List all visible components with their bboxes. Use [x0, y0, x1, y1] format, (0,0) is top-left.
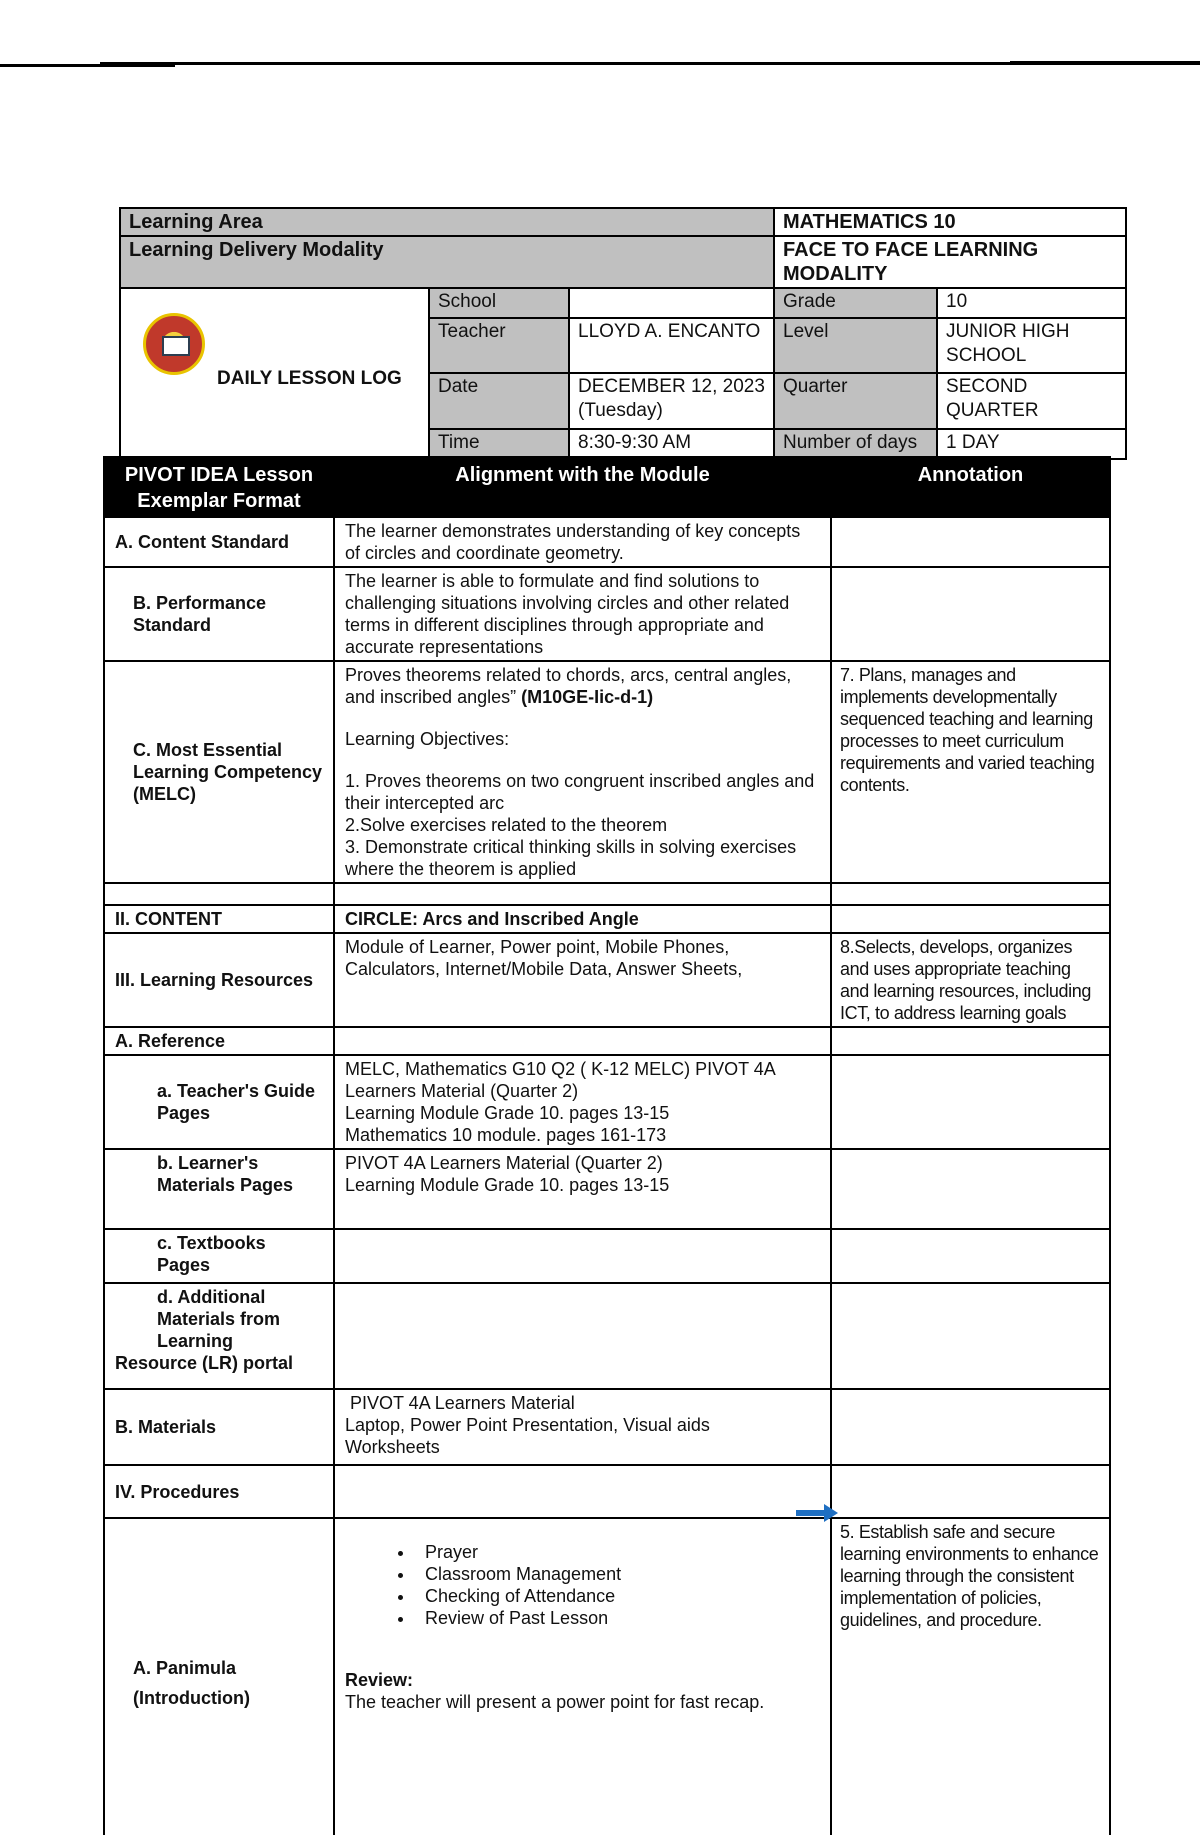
date-value: DECEMBER 12, 2023 (Tuesday)	[569, 373, 774, 429]
teacher-label: Teacher	[429, 318, 569, 374]
introduction-bullet-list	[345, 1541, 820, 1629]
materials-label: B. Materials	[104, 1389, 334, 1465]
grade-label: Grade	[774, 288, 937, 318]
learning-resources-annotation: 8.Selects, develops, organizes and uses appropriate teaching and learning resources, including ICT, to address learning goals	[831, 933, 1110, 1027]
modality-label: Learning Delivery Modality	[120, 236, 774, 288]
content-standard-annotation	[831, 517, 1110, 567]
materials-cell	[334, 1389, 831, 1465]
quarter-value: SECOND QUARTER	[937, 373, 1126, 429]
list-item: • Classroom Management	[415, 1563, 820, 1585]
learning-area-value: MATHEMATICS 10	[774, 208, 1126, 236]
content-value: CIRCLE: Arcs and Inscribed Angle	[334, 905, 831, 933]
teachers-guide-annotation	[831, 1055, 1110, 1149]
col-header-alignment: Alignment with the Module	[334, 457, 831, 517]
teachers-guide-line-1: MELC, Mathematics G10 Q2 ( K-12 MELC) PIVOT 4A	[345, 1059, 776, 1079]
learners-materials-line-1: PIVOT 4A Learners Material (Quarter 2)	[345, 1153, 663, 1173]
quarter-label: Quarter	[774, 373, 937, 429]
materials-annotation	[831, 1389, 1110, 1465]
spacer-cell	[104, 883, 334, 905]
objective-1: 1. Proves theorems on two congruent inscribed angles and their intercepted arc	[345, 771, 815, 813]
reference-label: A. Reference	[104, 1027, 334, 1055]
reference-annotation	[831, 1027, 1110, 1055]
school-value	[569, 288, 774, 318]
learners-materials-label: b. Learner's Materials Pages	[104, 1149, 334, 1229]
top-rule-left	[0, 64, 175, 67]
introduction-annotation: 5. Establish safe and secure learning environments to enhance learning through the consistent implementation of policies, guidelines, and procedure.	[831, 1518, 1110, 1835]
melc-text	[345, 664, 820, 708]
melc-code: (M10GE-Iic-d-1)	[521, 687, 654, 707]
days-label: Number of days	[774, 429, 937, 459]
melc-annotation: 7. Plans, manages and implements developmentally sequenced teaching and learning processes to meet curriculum requirements and varied teaching contents.	[831, 661, 1110, 883]
content-standard-label: A. Content Standard	[104, 517, 334, 567]
additional-materials-line-2: Resource (LR) portal	[115, 1353, 294, 1373]
introduction-cell	[334, 1518, 831, 1835]
spacer-cell	[334, 883, 831, 905]
objective-2: 2.Solve exercises related to the theorem	[345, 815, 668, 835]
content-label: II. CONTENT	[104, 905, 334, 933]
procedures-label: IV. Procedures	[104, 1465, 334, 1518]
teachers-guide-line-2: Learners Material (Quarter 2)	[345, 1081, 579, 1101]
introduction-label: A. Panimula (Introduction)	[104, 1518, 334, 1835]
list-item: • Prayer	[415, 1541, 820, 1563]
additional-materials-label	[104, 1283, 334, 1389]
melc-cell	[334, 661, 831, 883]
logo-cell	[120, 288, 429, 459]
textbooks-label: c. Textbooks Pages	[104, 1229, 334, 1283]
time-label: Time	[429, 429, 569, 459]
additional-materials-annotation	[831, 1283, 1110, 1389]
list-item: • Review of Past Lesson	[415, 1607, 820, 1629]
learning-area-label: Learning Area	[120, 208, 774, 236]
level-label: Level	[774, 318, 937, 374]
col-header-annotation: Annotation	[831, 457, 1110, 517]
learners-materials-cell	[334, 1149, 831, 1229]
objective-3: 3. Demonstrate critical thinking skills in solving exercises where the theorem is applied	[345, 837, 797, 879]
reference-value	[334, 1027, 831, 1055]
time-value: 8:30-9:30 AM	[569, 429, 774, 459]
review-text: The teacher will present a power point for fast recap.	[345, 1692, 765, 1712]
learning-resources-label: III. Learning Resources	[104, 933, 334, 1027]
level-value: JUNIOR HIGH SCHOOL	[937, 318, 1126, 374]
review-title: Review:	[345, 1670, 414, 1690]
materials-line-1: PIVOT 4A Learners Material	[345, 1393, 575, 1413]
performance-standard-label: B. Performance Standard	[104, 567, 334, 661]
melc-label: C. Most Essential Learning Competency (MELC)	[104, 661, 334, 883]
performance-standard-annotation	[831, 567, 1110, 661]
textbooks-annotation	[831, 1229, 1110, 1283]
teachers-guide-line-4: Mathematics 10 module. pages 161-173	[345, 1125, 667, 1145]
top-rule-right	[1010, 61, 1200, 64]
procedures-value	[334, 1465, 831, 1518]
procedures-annotation	[831, 1465, 1110, 1518]
materials-line-3: Worksheets	[345, 1437, 440, 1457]
additional-materials-value	[334, 1283, 831, 1389]
arrow-right-icon	[796, 1510, 838, 1516]
materials-line-2: Laptop, Power Point Presentation, Visual aids	[345, 1415, 710, 1435]
days-value: 1 DAY	[937, 429, 1126, 459]
col-header-format: PIVOT IDEA Lesson Exemplar Format	[104, 457, 334, 517]
list-item: • Checking of Attendance	[415, 1585, 820, 1607]
learning-resources-value: Module of Learner, Power point, Mobile Phones, Calculators, Internet/Mobile Data, Answer Sheets,	[334, 933, 831, 1027]
lesson-exemplar-table	[103, 456, 1111, 1835]
teachers-guide-cell	[334, 1055, 831, 1149]
spacer-cell	[831, 883, 1110, 905]
teachers-guide-line-3: Learning Module Grade 10. pages 13-15	[345, 1103, 670, 1123]
daily-lesson-log-title: DAILY LESSON LOG	[217, 368, 402, 389]
content-annotation	[831, 905, 1110, 933]
date-label: Date	[429, 373, 569, 429]
additional-materials-line-1: d. Additional Materials from Learning	[157, 1287, 281, 1351]
learners-materials-line-2: Learning Module Grade 10. pages 13-15	[345, 1175, 670, 1195]
grade-value: 10	[937, 288, 1126, 318]
objectives-title: Learning Objectives:	[345, 729, 510, 749]
lesson-header-table	[119, 207, 1127, 460]
textbooks-value	[334, 1229, 831, 1283]
modality-value: FACE TO FACE LEARNING MODALITY	[774, 236, 1126, 288]
school-seal-icon	[143, 313, 205, 375]
melc-statement: Proves theorems related to chords, arcs, central angles, and inscribed angles”	[345, 665, 792, 707]
teacher-value: LLOYD A. ENCANTO	[569, 318, 774, 374]
learners-materials-annotation	[831, 1149, 1110, 1229]
content-standard-text: The learner demonstrates understanding of key concepts of circles and coordinate geometry.	[334, 517, 831, 567]
teachers-guide-label: a. Teacher's Guide Pages	[104, 1055, 334, 1149]
school-label: School	[429, 288, 569, 318]
performance-standard-text: The learner is able to formulate and find solutions to challenging situations involving circles and other related terms in different disciplines through appropriate and accurate representations	[334, 567, 831, 661]
